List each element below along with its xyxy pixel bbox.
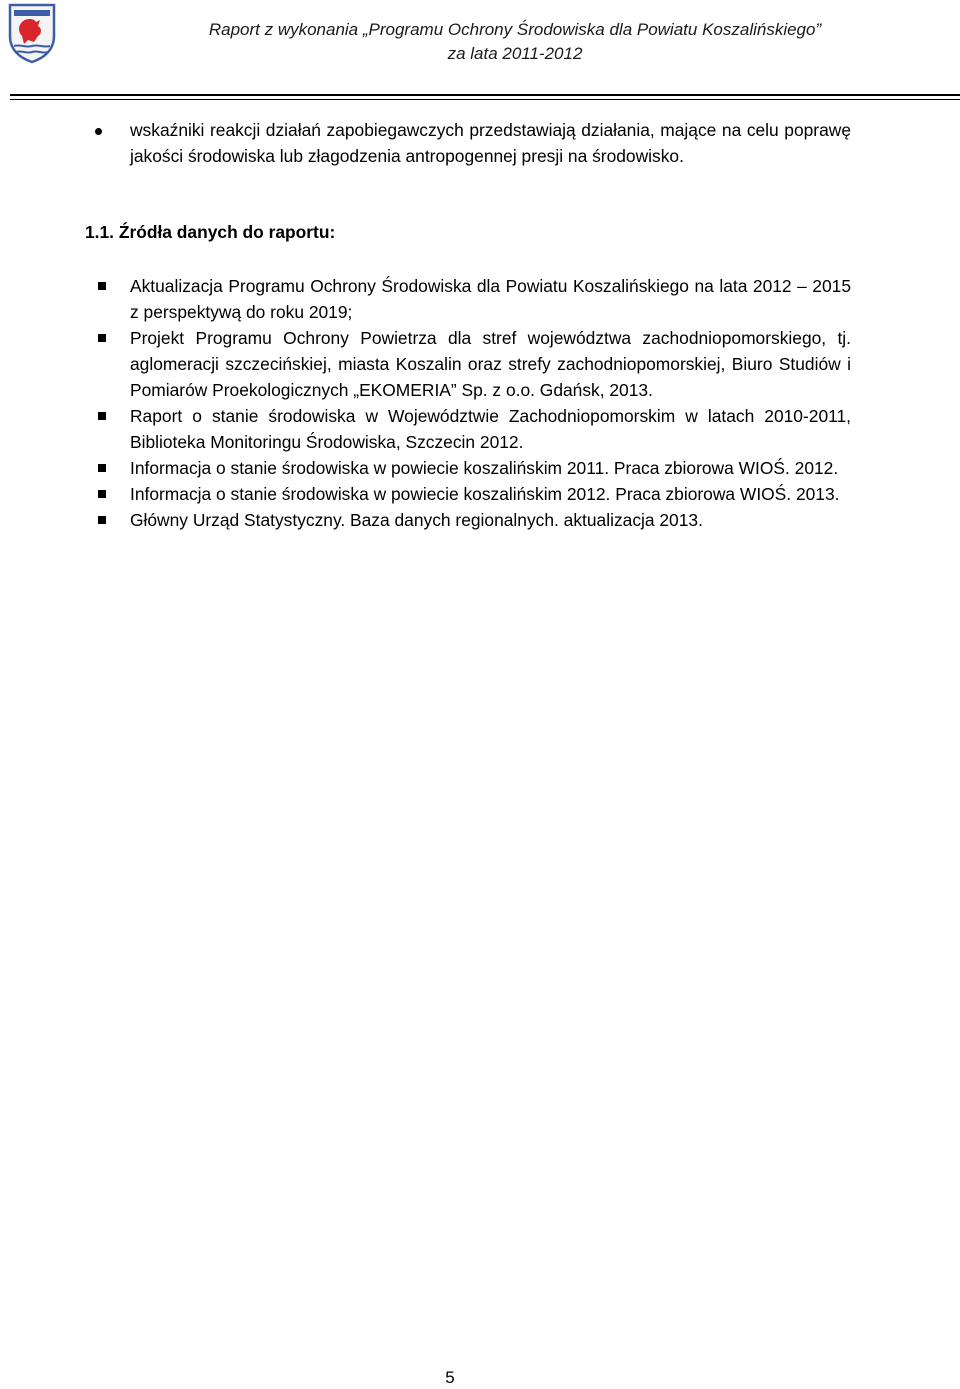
list-item	[130, 273, 851, 325]
header-rule	[10, 94, 960, 96]
bullet-dot-icon	[95, 128, 102, 135]
list-item-text: Aktualizacja Programu Ochrony Środowiska dla Powiatu Koszalińskiego na lata 2012 – 2015 z perspektywą do roku 2019;	[130, 276, 851, 322]
list-item-text: Informacja o stanie środowiska w powiecie koszalińskim 2011. Praca zbiorowa WIOŚ. 2012.	[130, 458, 839, 478]
list-item	[130, 325, 851, 403]
list-item	[130, 481, 851, 507]
sources-list	[130, 273, 851, 533]
header-title-line1: Raport z wykonania „Programu Ochrony Środowiska dla Powiatu Koszalińskiego”	[208, 20, 822, 39]
document-header	[70, 18, 960, 66]
list-item	[130, 403, 851, 455]
griffin-coat-of-arms-icon	[6, 2, 58, 64]
square-bullet-icon	[98, 334, 106, 342]
header-rule-thin	[10, 99, 960, 100]
list-item-text: Raport o stanie środowiska w Województwie Zachodniopomorskim w latach 2010-2011, Biblioteka Monitoringu Środowiska, Szczecin 2012.	[130, 406, 851, 452]
section-heading: 1.1. Źródła danych do raportu:	[85, 222, 336, 242]
intro-list-item: wskaźniki reakcji działań zapobiegawczych przedstawiają działania, mające na celu poprawę jakości środowiska lub złagodzenia antropogennej presji na środowisko.	[130, 120, 851, 166]
list-item	[130, 507, 851, 533]
header-title-line2: za lata 2011-2012	[447, 44, 583, 63]
list-item	[130, 455, 851, 481]
square-bullet-icon	[98, 490, 106, 498]
square-bullet-icon	[98, 464, 106, 472]
page-number: 5	[445, 1368, 455, 1387]
square-bullet-icon	[98, 282, 106, 290]
list-item-text: Projekt Programu Ochrony Powietrza dla stref województwa zachodniopomorskiego, tj. aglomeracji szczecińskiej, miasta Koszalin oraz strefy zachodniopomorskiej, Biuro Studiów i Pomiarów Proekologicznych „EKOMERIA” Sp. z o.o. Gdańsk, 2013.	[130, 328, 851, 400]
list-item-text: Informacja o stanie środowiska w powiecie koszalińskim 2012. Praca zbiorowa WIOŚ. 2013.	[130, 484, 840, 504]
list-item-text: Główny Urząd Statystyczny. Baza danych regionalnych. aktualizacja 2013.	[130, 510, 703, 530]
square-bullet-icon	[98, 412, 106, 420]
square-bullet-icon	[98, 516, 106, 524]
